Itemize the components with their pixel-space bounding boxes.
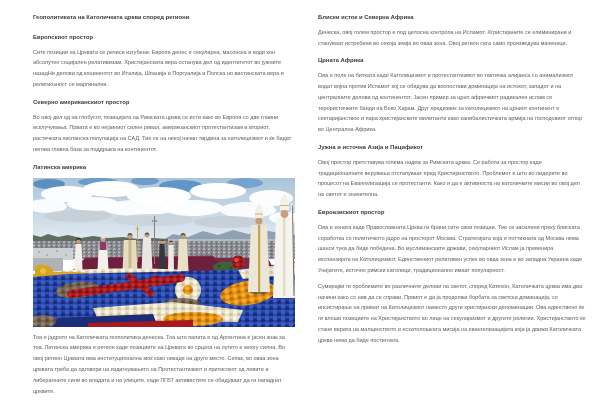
paragraph-latin-america: Тоа е јадрото на Католичката геополитика денеска. Тоа што папата е од Аргентина е јасен знак за тоа. Латинска америка е регион каде позициите на Црквата во срцата на луѓето е многу силна. Во овој регион Црквата има институционална моќ како никаде на друго место. Сепак, во оваа зона црквата треба да одговори на издигнувањето на Протестантизмот и притисокот од левите и либералните сили во владата и на улиците, каде ЛГБТ активистите се обидуваат да ги нападнат црквите.: [33, 334, 286, 395]
heading-eurasia: Евроазискиот простор: [318, 209, 385, 216]
paragraph-north-america: Во овој дел од на глобусот, позицијата на Римската црква се исти како во Европа со две главни исклучувања. Првата е во нејзиниот силен ривал, американскиот протестантизам и вториот, растечката хиспанска популација на САД. Тие се на некој начин тврдина за католицизмот и ќе бидат негова главна база за поддршка на континентот.: [33, 114, 292, 153]
heading-asia-pacific: Јужна и источна Азија и Пацификот: [318, 144, 423, 151]
right-column: [318, 13, 587, 352]
paragraph-mena: Денеска, овој голем простор е под целосна контрола на Исламот. Хгристијаните се елиминирани и стануваат истребени во секоја земја во оваа зона. Овој регион сега само произведува маченици.: [318, 29, 572, 47]
heading-europe: Европскиот простор: [33, 34, 94, 41]
heading-black-africa: Црната Африка: [318, 58, 364, 65]
paragraph-europe: Сите позиции на Црквата се речиси изгубени. Европа денес е секуларна, масонска и води кон абсолутен социјален релативизам. Христијанската вера останува дел од идентитетот во јужните назадНи делови од конинентот во Италија, Шпанија и Поргуалија и Полска но вистинската вера и религиозност се маргинални.: [33, 49, 284, 88]
page-title: Геополитиката на Католичката црква според региони: [33, 15, 190, 21]
heading-mena: Блиски исток и Северна Африка: [318, 15, 414, 21]
paragraph-asia-pacific: Овој простор претставува голема надеж за Римската црква. Се работи за простор каде традиционалните верувања отстапуваат пред Христијанството. Проблемот е што во лидерите во процесот на Евангелизација се протестанти. Како и да е активноста на католичките мисии во овој дел на светот е значителна.: [318, 159, 580, 199]
left-column: [33, 13, 295, 402]
heading-latin-america: Латинска америка: [33, 164, 87, 171]
ceremony-photo: [33, 178, 295, 327]
paragraph-summary: Сумирајќи ги проблемите во различните делови на светот, според Катехон, Католичката црква има два начини како со нив да се справи. Првиот е да ја продолжи борбата за светска доминација, со инсистирање на примат на Католицизмот наместо други христијански деноминации. Ова единствено ќе ги влоши позициите на Христијанството во лице на секуларизмот и другите религии. Христијанството ќе стане верата на малцинството и есхатолошката мисија на евангелизацијата која ја движи Католичката црква нема да биде постигната.: [318, 283, 586, 344]
paragraph-eurasia: Ова е зоната каде Православната Црква ги брани сите свои позиции. Тие се засилени преку блиската соработка со политичкото јадро на просторот Москва. Стратегијата која е поттикната од Москва нема шанси тука да биде победена. Во муслиманските држави, секуларниот Ислам ја превенира експанзијата на Католицизмот. Единствениот релативен успех во оваа зона е во западна Украина каде Унијатите, источно римски католици, традиционално имаат популарност.: [318, 224, 583, 274]
red-flower-ball: [232, 255, 245, 268]
heading-north-america: Северно американскиот простор: [33, 99, 130, 106]
paragraph-black-africa: Ова е поле на битката каде Католицизмот и протестантизмот во тактичка алијанса со анимализмот водат војна против Исламот кој се обидува да воспостави доминација на истокот, западот и на централните делови од континентот. Јасен пример за црно афричкиот радикален ислам се терористичките банди на Боко Харам. Друг предизвик за католицизмот на црниот континент е сектаријанствоо и пара христијанските милитанти како канибалистичката армија на господовиот отпор во Централна Африка.: [318, 73, 583, 134]
